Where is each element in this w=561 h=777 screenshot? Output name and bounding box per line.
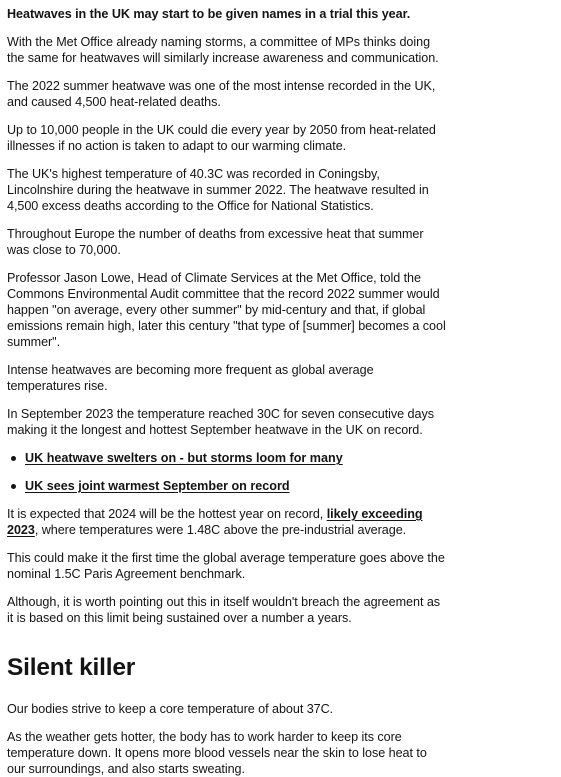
related-links-list bbox=[7, 450, 447, 494]
related-link-item bbox=[7, 450, 447, 466]
body-paragraph: Up to 10,000 people in the UK could die every year by 2050 from heat-related illnesses if no action is taken to adapt to our warming climate. bbox=[7, 123, 436, 153]
section-heading: Silent killer bbox=[7, 654, 136, 681]
body-paragraph: Although, it is worth pointing out this in itself wouldn't breach the agreement as it is based on this limit being sustained over a number a years. bbox=[7, 595, 441, 625]
intro-paragraph: Heatwaves in the UK may start to be given names in a trial this year. bbox=[7, 7, 411, 21]
body-paragraph-2024 bbox=[7, 506, 447, 538]
text-fragment: It is expected that 2024 will be the hottest year on record, bbox=[7, 507, 327, 521]
body-paragraph: Throughout Europe the number of deaths from excessive heat that summer was close to 70,000. bbox=[7, 227, 424, 257]
body-paragraph: Our bodies strive to keep a core temperature of about 37C. bbox=[7, 702, 334, 716]
body-paragraph: With the Met Office already naming storms, a committee of MPs thinks doing the same for heatwaves will similarly increase awareness and communication. bbox=[7, 35, 439, 65]
related-link-warmest-september[interactable]: UK sees joint warmest September on record bbox=[25, 479, 290, 493]
bullet-icon bbox=[11, 456, 16, 461]
body-paragraph: The UK's highest temperature of 40.3C was recorded in Coningsby, Lincolnshire during the heatwave in summer 2022. The heatwave resulted in 4,500 excess deaths according to the Office for National Statistics. bbox=[7, 167, 429, 213]
text-fragment: , where temperatures were 1.48C above the pre-industrial average. bbox=[34, 523, 407, 537]
body-paragraph: This could make it the first time the global average temperature goes above the nominal 1.5C Paris Agreement benchmark. bbox=[7, 551, 445, 581]
body-paragraph: As the weather gets hotter, the body has to work harder to keep its core temperature down. It opens more blood vessels near the skin to lose heat to our surroundings, and also starts sweating. bbox=[7, 730, 427, 776]
body-paragraph: Intense heatwaves are becoming more frequent as global average temperatures rise. bbox=[7, 363, 374, 393]
body-paragraph: Professor Jason Lowe, Head of Climate Services at the Met Office, told the Commons Environmental Audit committee that the record 2022 summer would happen "on average, every other summer" by mid-century and that, if global emissions remain high, later this century "that type of [summer] becomes a cool summer". bbox=[7, 271, 446, 349]
related-link-heatwave-swelters[interactable]: UK heatwave swelters on - but storms loom for many bbox=[25, 451, 343, 465]
likely-exceeding-2023-link[interactable]: likely exceeding 2023 bbox=[7, 507, 423, 537]
body-paragraph: The 2022 summer heatwave was one of the most intense recorded in the UK, and caused 4,500 heat-related deaths. bbox=[7, 79, 436, 109]
bullet-icon bbox=[11, 484, 16, 489]
body-paragraph: In September 2023 the temperature reached 30C for seven consecutive days making it the longest and hottest September heatwave in the UK on record. bbox=[7, 407, 434, 437]
related-link-item bbox=[7, 478, 447, 494]
